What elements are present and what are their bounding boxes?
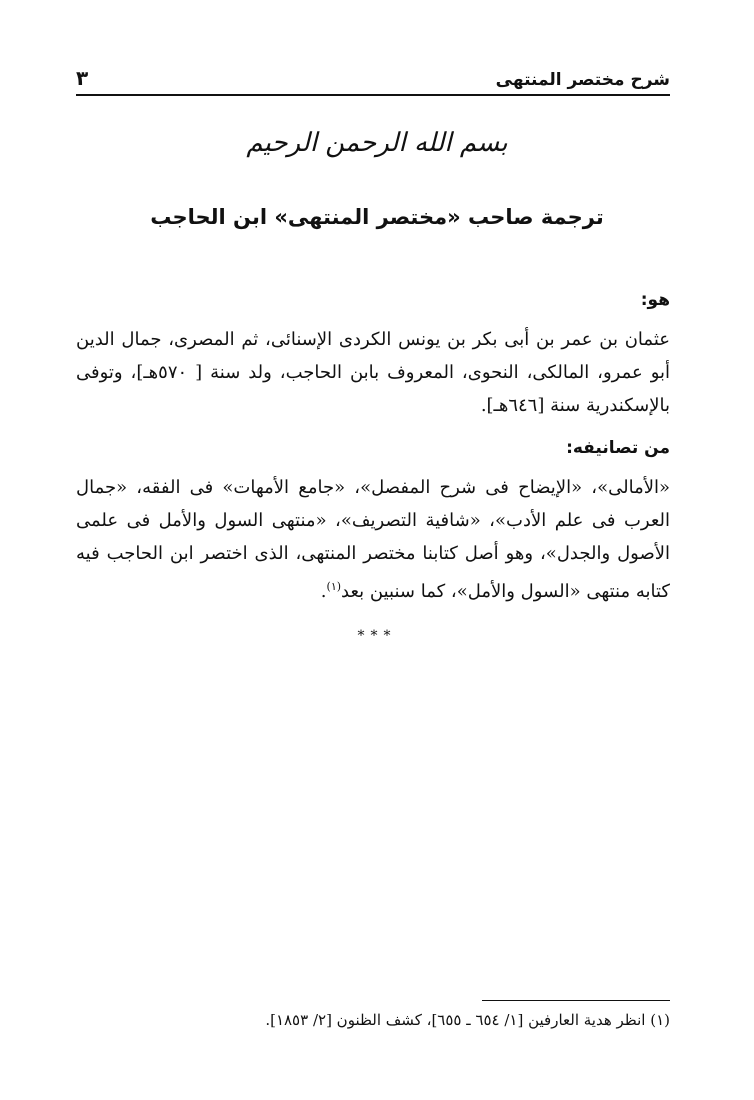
paragraph-works	[76, 471, 670, 608]
page-number: ٣	[76, 66, 89, 90]
paragraph-works-end: .	[320, 581, 327, 602]
section-label-works: من تصانيفه:	[566, 438, 670, 458]
footnote-marker: (١)	[326, 580, 342, 593]
asterism: ***	[357, 628, 397, 644]
paragraph-works-text: «الأمالى»، «الإيضاح فى شرح المفصل»، «جامع الأمهات» فى الفقه، «جمال العرب فى علم الأدب»، «شافية التصريف»، «منتهى السول والأمل فى علمى الأصول والجدل»، وهو أصل كتابنا مختصر المنتهى، الذى اختصر ابن الحاجب فيه كتابه منتهى «السول والأمل»، كما سنبين بعد	[76, 477, 670, 602]
paragraph-biography: عثمان بن عمر بن أبى بكر بن يونس الكردى الإسنائى، ثم المصرى، جمال الدين أبو عمرو، المالكى، النحوى، المعروف بابن الحاجب، ولد سنة [ ٥٧٠هـ]، وتوفى بالإسكندرية سنة [٦٤٦هـ].	[76, 329, 671, 416]
section-separator-stars	[0, 628, 754, 644]
body-text	[76, 284, 670, 608]
running-head	[76, 62, 670, 96]
footnote: (١) انظر هدية العارفين [١/ ٦٥٤ ـ ٦٥٥]، كشف الظنون [٢/ ١٨٥٣].	[265, 1011, 670, 1029]
section-label-identity: هو:	[640, 290, 670, 310]
footnote-rule	[482, 1000, 670, 1001]
chapter-title: ترجمة صاحب «مختصر المنتهى» ابن الحاجب	[150, 205, 604, 229]
running-title: شرح مختصر المنتهى	[495, 70, 670, 90]
basmala-calligraphy: بسم الله الرحمن الرحيم	[246, 128, 508, 158]
